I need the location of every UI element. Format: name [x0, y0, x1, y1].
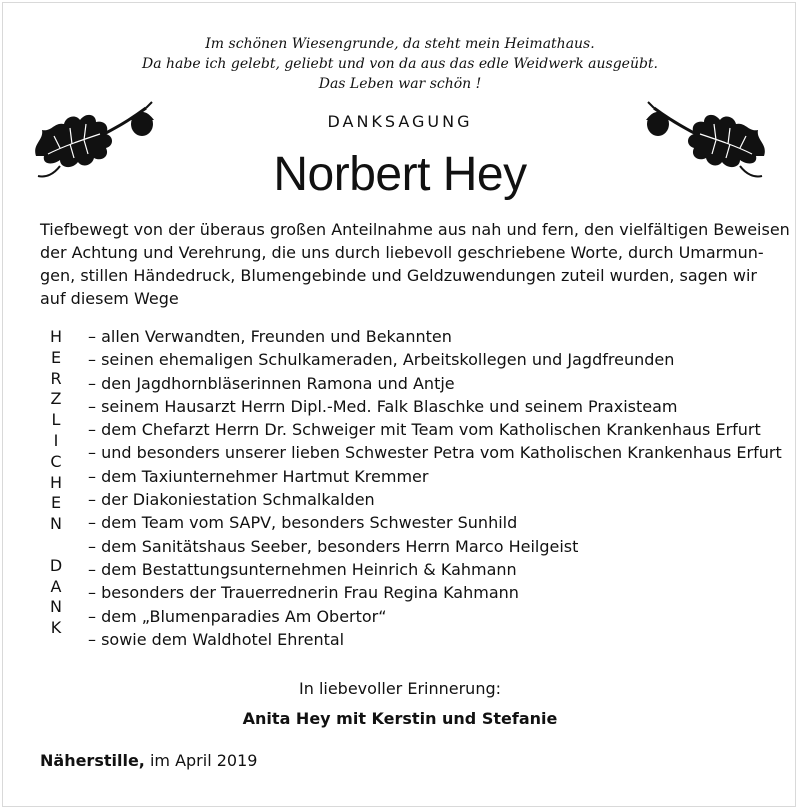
vertical-letter: E	[50, 347, 62, 367]
vertical-letter: H	[49, 472, 63, 492]
list-item: – besonders der Trauerrednerin Frau Regina Kahmann	[88, 583, 519, 603]
vertical-letter: C	[50, 451, 62, 471]
intro-line: auf diesem Wege	[40, 289, 179, 308]
vertical-herzlichen-dank	[46, 327, 66, 639]
closing-remembrance: In liebevoller Erinnerung:	[299, 679, 501, 698]
vertical-letter-gap	[46, 535, 66, 556]
list-item: – allen Verwandten, Freunden und Bekannten	[88, 327, 452, 346]
list-item: – dem Sanitätshaus Seeber, besonders Herrn Marco Heilgeist	[88, 536, 579, 556]
list-item: – dem Bestattungsunternehmen Heinrich & Kahmann	[88, 559, 517, 579]
intro-line: der Achtung und Verehrung, die uns durch liebevoll geschriebene Worte, durch Umarmun-	[40, 243, 764, 262]
place-date: im April 2019	[144, 751, 258, 770]
list-item: – dem Team vom SAPV, besonders Schwester Sunhild	[88, 513, 518, 533]
vertical-letter: L	[51, 410, 61, 430]
place-town: Näherstille,	[40, 751, 145, 770]
list-item: – dem Chefarzt Herrn Dr. Schweiger mit Team vom Katholischen Krankenhaus Erfurt	[88, 420, 761, 440]
intro-line: gen, stillen Händedruck, Blumengebinde und Geldzuwendungen zuteil wurden, sagen wir	[40, 266, 757, 285]
closing-family-names: Anita Hey mit Kerstin und Stefanie	[242, 709, 558, 728]
motto-line-3: Das Leben war schön !	[318, 76, 482, 92]
list-item: – der Diakoniestation Schmalkalden	[88, 490, 375, 510]
motto-line-2: Da habe ich gelebt, geliebt und von da aus das edle Weidwerk ausgeübt.	[141, 56, 659, 72]
deceased-name: Norbert Hey	[273, 148, 527, 201]
closing-block	[0, 676, 800, 732]
motto-poem	[0, 34, 800, 94]
list-item: – dem Taxiunternehmer Hartmut Kremmer	[88, 466, 429, 486]
vertical-letter: A	[50, 576, 62, 596]
intro-paragraph	[40, 218, 790, 310]
vertical-letter: N	[50, 514, 62, 534]
vertical-letter: K	[50, 618, 62, 638]
heading-danksagung: DANKSAGUNG	[327, 112, 473, 131]
intro-line: Tiefbewegt von der überaus großen Anteilnahme aus nah und fern, den vielfältigen Beweisen	[40, 220, 790, 239]
vertical-letter: Z	[50, 389, 62, 409]
list-item: – den Jagdhornbläserinnen Ramona und Antje	[88, 373, 455, 393]
vertical-letter: D	[49, 555, 63, 575]
list-item: – sowie dem Waldhotel Ehrental	[88, 629, 345, 649]
thanks-list	[88, 325, 788, 651]
motto-line-1: Im schönen Wiesengrunde, da steht mein Heimathaus.	[205, 36, 595, 52]
vertical-letter: R	[50, 368, 62, 388]
list-item: – dem „Blumenparadies Am Obertor“	[88, 606, 387, 626]
place-and-date	[40, 749, 257, 773]
vertical-letter: N	[50, 597, 62, 617]
list-item: – und besonders unserer lieben Schwester Petra vom Katholischen Krankenhaus Erfurt	[88, 443, 782, 463]
vertical-letter: H	[49, 327, 63, 346]
list-item: – seinen ehemaligen Schulkameraden, Arbeitskollegen und Jagdfreunden	[88, 350, 675, 370]
list-item: – seinem Hausarzt Herrn Dipl.-Med. Falk Blaschke und seinem Praxisteam	[88, 396, 678, 416]
vertical-letter: E	[50, 493, 62, 513]
vertical-letter: I	[53, 430, 59, 450]
